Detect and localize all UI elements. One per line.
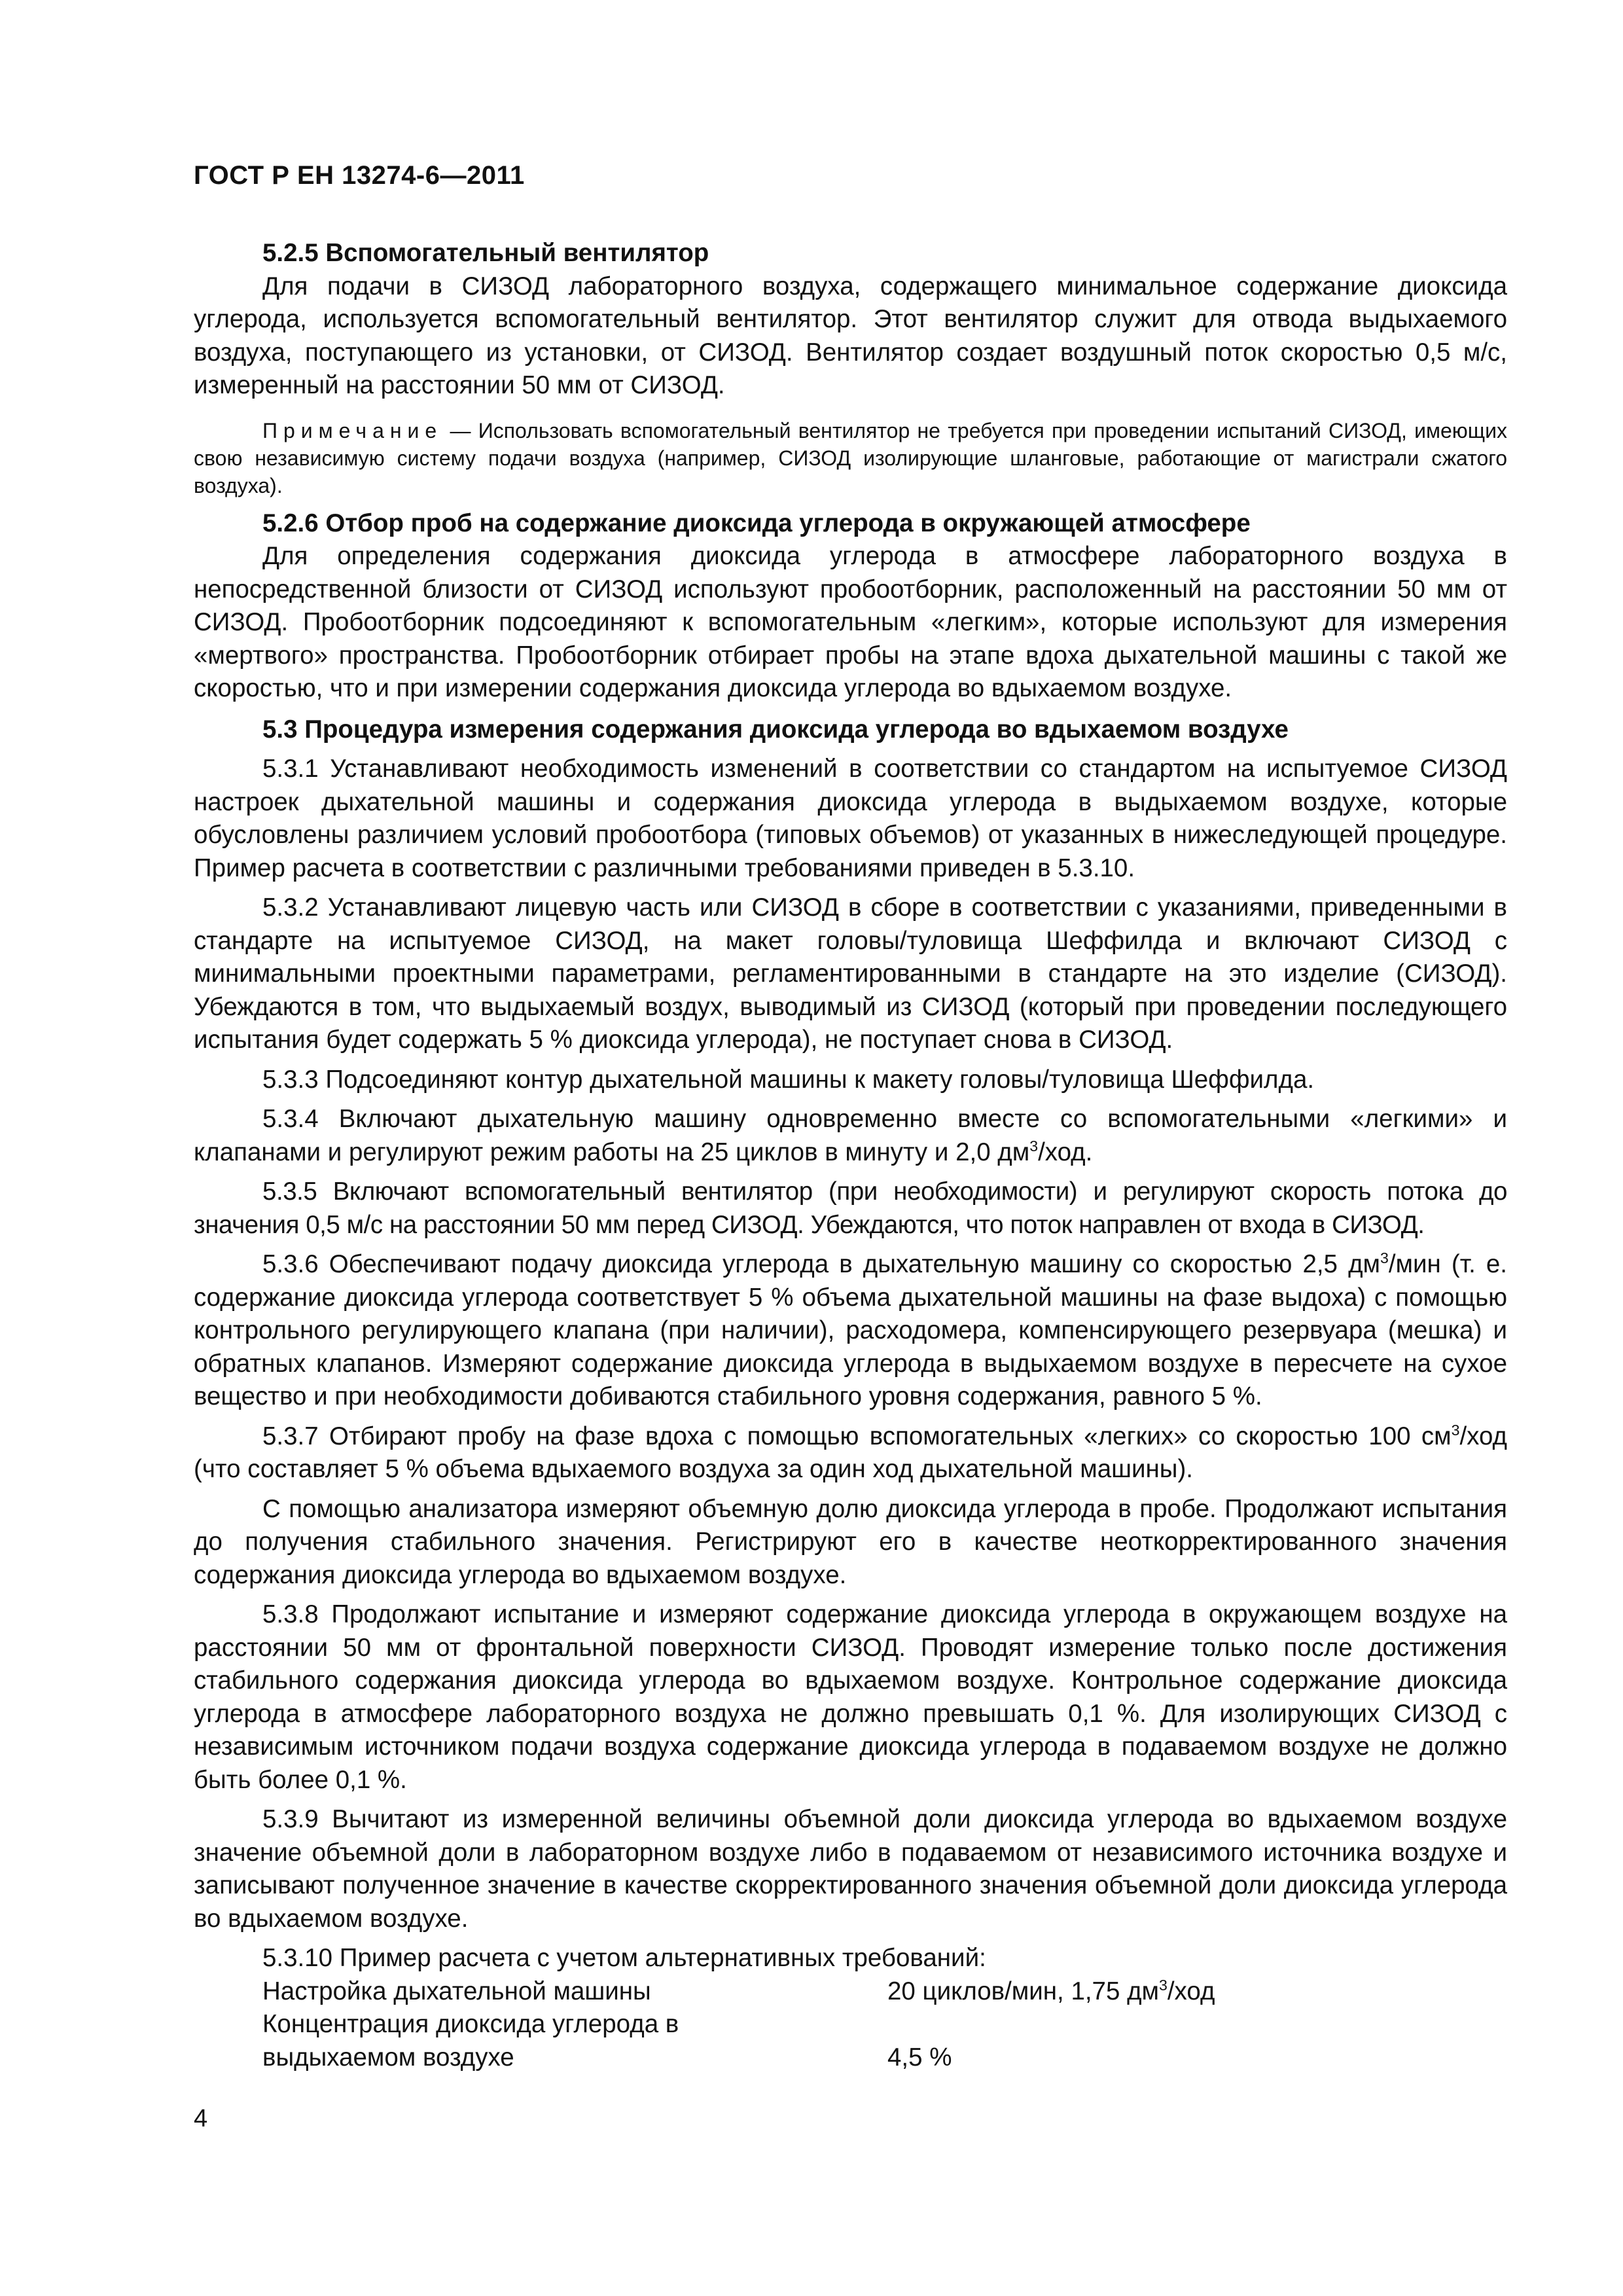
section-heading-5-3: 5.3 Процедура измерения содержания диоксида углерода во вдыхаемом воздухе xyxy=(262,715,1289,744)
section-heading-5-2-6: 5.2.6 Отбор проб на содержание диоксида углерода в окружающей атмосфере xyxy=(262,509,1251,537)
note-text: — Использовать вспомогательный вентилятор не требуется при проведении испытаний СИЗОД, имеющих свою независимую систему подачи воздуха (например, СИЗОД изолирующие шланговые, работающие от магистрали сжатого воздуха). xyxy=(194,418,1507,497)
superscript: 3 xyxy=(1159,1976,1168,1994)
example-key: Настройка дыхательной машины xyxy=(262,1977,651,2005)
text-run: 5.3.7 Отбирают пробу на фазе вдоха с помощью вспомогательных «легких» со скоростью 100 см xyxy=(262,1422,1452,1450)
example-key-line: выдыхаемом воздухе xyxy=(262,2043,514,2072)
paragraph-5-3-5: 5.3.5 Включают вспомогательный вентилятор (при необходимости) и регулируют скорость потока до значения 0,5 м/с на расстоянии 50 мм перед СИЗОД. Убеждаются, что поток направлен от входа в СИЗОД. xyxy=(194,1177,1507,1239)
page-number: 4 xyxy=(194,2105,208,2132)
text-run: /ход xyxy=(1167,1977,1215,2005)
paragraph-5-2-5: Для подачи в СИЗОД лабораторного воздуха, содержащего минимальное содержание диоксида углерода, используется вспомогательный вентилятор. Этот вентилятор служит для отвода выдыхаемого воздуха, поступающего из установки, от СИЗОД. Вентилятор создает воздушный поток скоростью 0,5 м/с, измеренный на расстоянии 50 мм от СИЗОД. xyxy=(194,272,1507,399)
text-run: 5.3.4 Включают дыхательную машину одновременно вместе со вспомогательными «легкими» и клапанами и регулируют режим работы на 25 циклов в минуту и 2,0 дм xyxy=(194,1105,1507,1166)
example-value xyxy=(887,1975,1507,2009)
section-heading-5-2-5: 5.2.5 Вспомогательный вентилятор xyxy=(262,239,709,267)
paragraph-5-3-1: 5.3.1 Устанавливают необходимость изменений в соответствии со стандартом на испытуемое СИЗОД настроек дыхательной машины и содержания диоксида углерода в выдыхаемом воздухе, которые обусловлены различием условий пробоотбора (типовых объемов) от указанных в нижеследующей процедуре. Пример расчета в соответствии с различными требованиями приведен в 5.3.10. xyxy=(194,755,1507,882)
example-row-breathing-machine xyxy=(194,1975,1507,2009)
note-5-2-5 xyxy=(194,417,1507,499)
text-run: /ход (что составляет 5 % объема вдыхаемого воздуха за один ход дыхательной машины). xyxy=(194,1422,1507,1483)
note-label: Примечание xyxy=(262,418,443,442)
paragraph-5-3-9: 5.3.9 Вычитают из измеренной величины объемной доли диоксида углерода во вдыхаемом воздухе значение объемной доли в лабораторном воздухе либо в подаваемом от независимого источника воздухе и записывают полученное значение в качестве скорректированного значения объемной доли диоксида углерода во вдыхаемом воздухе. xyxy=(194,1805,1507,1933)
superscript: 3 xyxy=(1380,1249,1389,1267)
superscript: 3 xyxy=(1029,1137,1039,1155)
paragraph-5-3-6 xyxy=(194,1248,1507,1414)
document-body xyxy=(194,237,1507,2074)
paragraph-5-3-3: 5.3.3 Подсоединяют контур дыхательной машины к макету головы/туловища Шеффилда. xyxy=(262,1065,1315,1094)
text-run: 20 циклов/мин, 1,75 дм xyxy=(887,1977,1160,2005)
example-key xyxy=(262,2008,887,2074)
example-key-line: Концентрация диоксида углерода в xyxy=(262,2010,679,2038)
paragraph-5-3-4 xyxy=(194,1103,1507,1169)
text-run: /мин (т. е. содержание диоксида углерода соответствует 5 % объема дыхательной машины на фазе выдоха) с помощью контрольного регулирующего клапана (при наличии), расходомера, компенсирующего резервуара (мешка) и обратных клапанов. Измеряют содержание диоксида углерода в выдыхаемом воздухе в пересчете на сухое вещество и при необходимости добиваются стабильного уровня содержания, равного 5 %. xyxy=(194,1250,1507,1410)
paragraph-5-3-2: 5.3.2 Устанавливают лицевую часть или СИЗОД в сборе в соответствии с указаниями, приведенными в стандарте на испытуемое СИЗОД, на макет головы/туловища Шеффилда и включают СИЗОД с минимальными проектными параметрами, регламентированными в стандарте на это изделие (СИЗОД). Убеждаются в том, что выдыхаемый воздух, выводимый из СИЗОД (который при проведении последующего испытания будет содержать 5 % диоксида углерода), не поступает снова в СИЗОД. xyxy=(194,893,1507,1054)
paragraph-5-3-7-continued: С помощью анализатора измеряют объемную долю диоксида углерода в пробе. Продолжают испытания до получения стабильного значения. Регистрируют его в качестве неоткорректированного значения содержания диоксида углерода во вдыхаемом воздухе. xyxy=(194,1494,1507,1589)
example-value-text: 4,5 % xyxy=(887,2043,952,2072)
superscript: 3 xyxy=(1451,1421,1460,1439)
example-row-co2-concentration xyxy=(194,2008,1507,2074)
document-header: ГОСТ Р ЕН 13274-6—2011 xyxy=(194,161,525,190)
paragraph-5-2-6: Для определения содержания диоксида углерода в атмосфере лабораторного воздуха в непосредственной близости от СИЗОД используют пробоотборник, расположенный на расстоянии 50 мм от СИЗОД. Пробоотборник подсоединяют к вспомогательным «легким», которые используют для измерения «мертвого» пространства. Пробоотборник отбирает пробы на этапе вдоха дыхательной машины с такой же скоростью, что и при измерении содержания диоксида углерода во вдыхаемом воздухе. xyxy=(194,542,1507,702)
paragraph-5-3-8: 5.3.8 Продолжают испытание и измеряют содержание диоксида углерода в окружающем воздухе на расстоянии 50 мм от фронтальной поверхности СИЗОД. Проводят измерение только после достижения стабильного содержания диоксида углерода во вдыхаемом воздухе. Контрольное содержание диоксида углерода в атмосфере лабораторного воздуха не должно превышать 0,1 %. Для изолирующих СИЗОД с независимым источником подачи воздуха содержание диоксида углерода в подаваемом воздухе не должно быть более 0,1 %. xyxy=(194,1600,1507,1794)
paragraph-5-3-10: 5.3.10 Пример расчета с учетом альтернативных требований: xyxy=(262,1944,986,1972)
text-run: 5.3.6 Обеспечивают подачу диоксида углерода в дыхательную машину со скоростью 2,5 дм xyxy=(262,1250,1381,1278)
paragraph-5-3-7 xyxy=(194,1420,1507,1486)
example-value xyxy=(887,2008,1507,2074)
text-run: /ход. xyxy=(1038,1138,1093,1166)
